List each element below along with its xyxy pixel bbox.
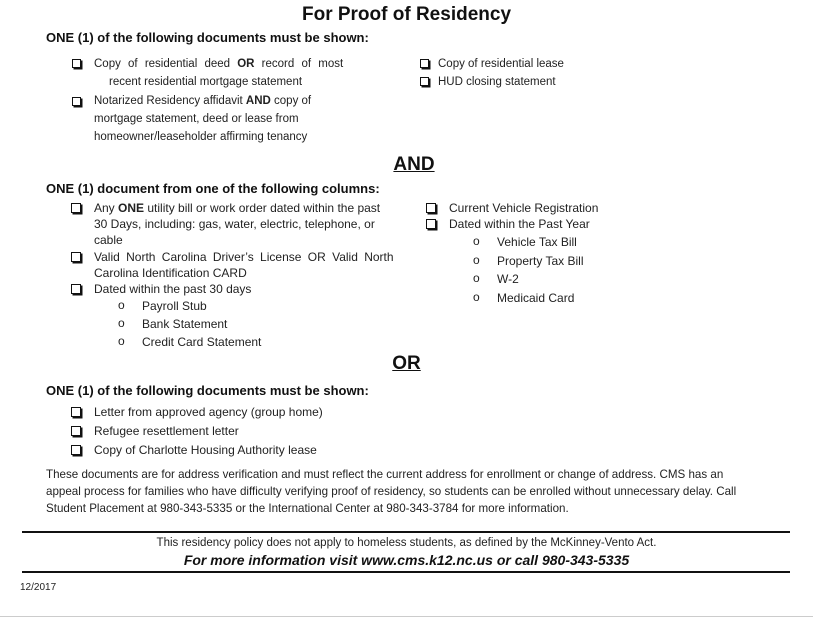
agency-letter: Letter from approved agency (group home)	[94, 405, 323, 419]
page-title: For Proof of Residency	[301, 4, 512, 25]
more-info-line: For more information visit www.cms.k12.nc.us or call 980-343-5335	[183, 552, 630, 568]
checkbox-icon	[420, 77, 429, 86]
checkbox-icon	[71, 252, 81, 262]
utility-bill-line1: Any ONE utility bill or work order dated within the past	[94, 201, 381, 215]
checkbox-icon	[72, 59, 81, 68]
hud-item: HUD closing statement	[438, 76, 556, 88]
circle-bullet-icon: o	[118, 298, 125, 312]
payroll-stub: Payroll Stub	[142, 299, 207, 313]
circle-bullet-icon: o	[473, 290, 480, 304]
medicaid-card: Medicaid Card	[497, 291, 575, 305]
credit-card-statement: Credit Card Statement	[142, 335, 262, 349]
dated-past-year: Dated within the Past Year	[449, 217, 590, 231]
checkbox-icon	[71, 445, 81, 455]
or-separator: OR	[392, 353, 421, 374]
checkbox-icon	[71, 426, 81, 436]
housing-authority-lease: Copy of Charlotte Housing Authority lease	[94, 443, 317, 457]
paragraph-line3: Student Placement at 980-343-5335 or the International Center at 980-343-3784 for more information.	[46, 502, 569, 515]
policy-note: This residency policy does not apply to homeless students, as defined by the McKinney-Vento Act.	[156, 537, 657, 549]
license-line2: Carolina Identification CARD	[94, 266, 247, 280]
page-edge	[0, 616, 813, 617]
checkbox-icon	[71, 284, 81, 294]
utility-bill-line3: cable	[94, 233, 123, 247]
and-separator: AND	[393, 154, 435, 175]
footer-top-rule	[22, 531, 790, 533]
circle-bullet-icon: o	[118, 334, 125, 348]
section2-heading: ONE (1) document from one of the following columns:	[46, 181, 380, 196]
deed-item-line2: recent residential mortgage statement	[109, 76, 303, 88]
checkbox-icon	[71, 407, 81, 417]
circle-bullet-icon: o	[473, 234, 480, 248]
affidavit-item-line3: homeowner/leaseholder affirming tenancy	[94, 131, 308, 143]
checkbox-icon	[420, 59, 429, 68]
deed-item-line1: Copy of residential deed OR record of most	[94, 58, 344, 70]
revision-date: 12/2017	[20, 582, 57, 593]
utility-bill-line2: 30 Days, including: gas, water, electric, telephone, or	[94, 217, 375, 231]
property-tax-bill: Property Tax Bill	[497, 254, 584, 268]
w2: W-2	[497, 272, 519, 286]
affidavit-item-line2: mortgage statement, deed or lease from	[94, 113, 299, 125]
paragraph-line1: These documents are for address verification and must reflect the current address for enrollment or change of address. CMS has an	[46, 468, 724, 481]
dated-30-days: Dated within the past 30 days	[94, 282, 252, 296]
section1-heading: ONE (1) of the following documents must be shown:	[46, 30, 369, 45]
circle-bullet-icon: o	[473, 271, 480, 285]
refugee-letter: Refugee resettlement letter	[94, 424, 239, 438]
checkbox-icon	[426, 219, 436, 229]
license-line1: Valid North Carolina Driver’s License OR Valid North	[94, 250, 394, 264]
checkbox-icon	[72, 97, 81, 106]
lease-item: Copy of residential lease	[438, 58, 564, 70]
circle-bullet-icon: o	[473, 253, 480, 267]
affidavit-item-line1: Notarized Residency affidavit AND copy of	[94, 95, 312, 107]
checkbox-icon	[71, 203, 81, 213]
footer-bottom-rule	[22, 571, 790, 573]
vehicle-registration: Current Vehicle Registration	[449, 201, 599, 215]
circle-bullet-icon: o	[118, 316, 125, 330]
vehicle-tax-bill: Vehicle Tax Bill	[497, 235, 577, 249]
bank-statement: Bank Statement	[142, 317, 228, 331]
paragraph-line2: appeal process for families who have difficulty verifying proof of residency, so students can be enrolled without unnecessary delay. Call	[46, 485, 737, 498]
section3-heading: ONE (1) of the following documents must be shown:	[46, 383, 369, 398]
checkbox-icon	[426, 203, 436, 213]
